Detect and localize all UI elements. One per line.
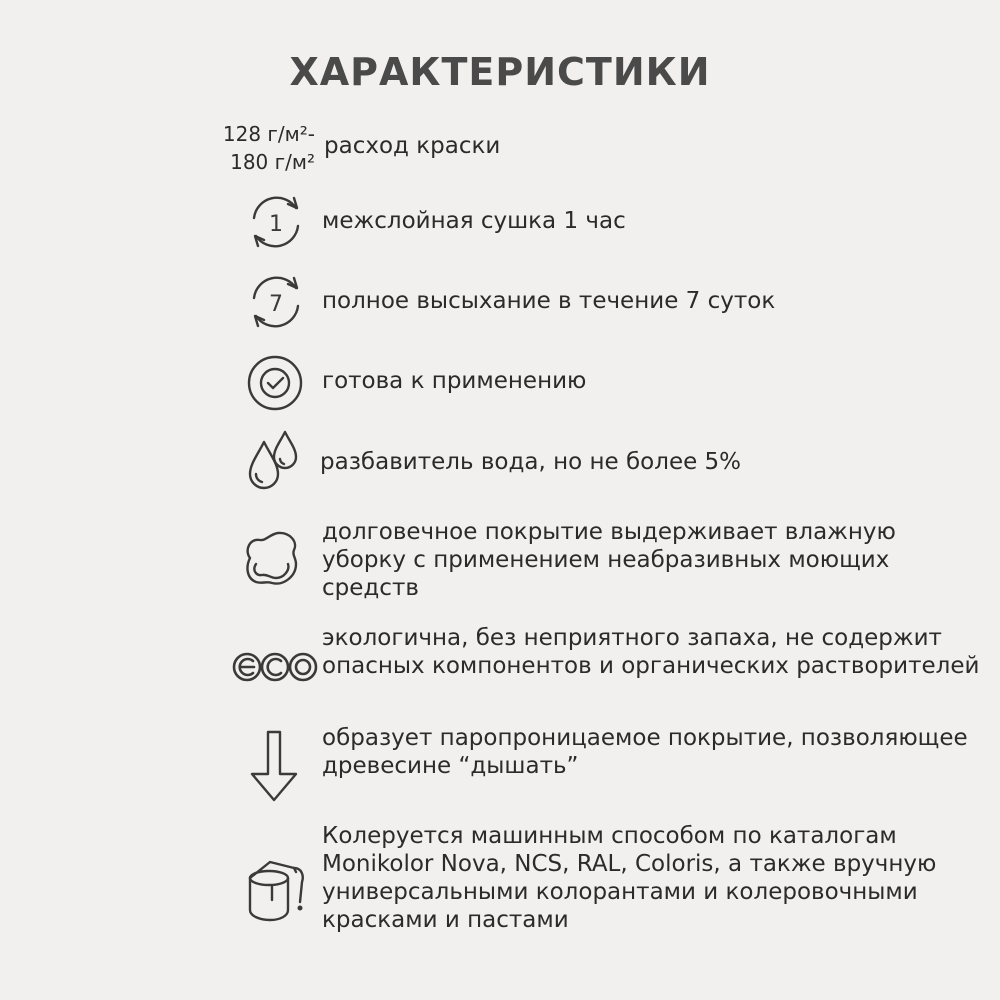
item-text: полное высыхание в течение 7 суток (322, 288, 776, 314)
cycle-7-icon (244, 270, 308, 334)
page-title: ХАРАКТЕРИСТИКИ (289, 50, 711, 94)
consumption-value-line1: 128 г/м²- (222, 122, 315, 146)
consumption-value-line2: 180 г/м² (230, 150, 315, 174)
item-text: разбавитель вода, но не более 5% (320, 449, 742, 475)
consumption-value (223, 120, 315, 176)
item-text: Колеруется машинным способом по каталогам Monikolor Nova, NCS, RAL, Coloris, а также вручную универсальными колорантами и колеровочными красками и пастами (322, 823, 937, 933)
item-text: долговечное покрытие выдерживает влажную уборку с применением неабразивных моющих средств (322, 519, 896, 601)
water-drops-icon (246, 428, 304, 492)
item-text: образует паропроницаемое покрытие, позволяющее древесине “дышать” (322, 725, 968, 779)
cycle-1-icon (244, 190, 308, 254)
check-circle-icon (246, 354, 304, 412)
item-text: экологична, без неприятного запаха, не содержит опасных компонентов и органических растворителей (322, 625, 980, 679)
sponge-icon (242, 528, 304, 590)
eco-icon (232, 650, 318, 684)
consumption-label: расход краски (324, 133, 501, 159)
item-text: готова к применению (322, 368, 587, 394)
arrow-down-icon (248, 728, 300, 804)
paint-can-icon (242, 856, 312, 924)
svg-text:1: 1 (269, 212, 283, 237)
item-text: межслойная сушка 1 час (322, 208, 626, 234)
svg-text:7: 7 (269, 292, 283, 317)
